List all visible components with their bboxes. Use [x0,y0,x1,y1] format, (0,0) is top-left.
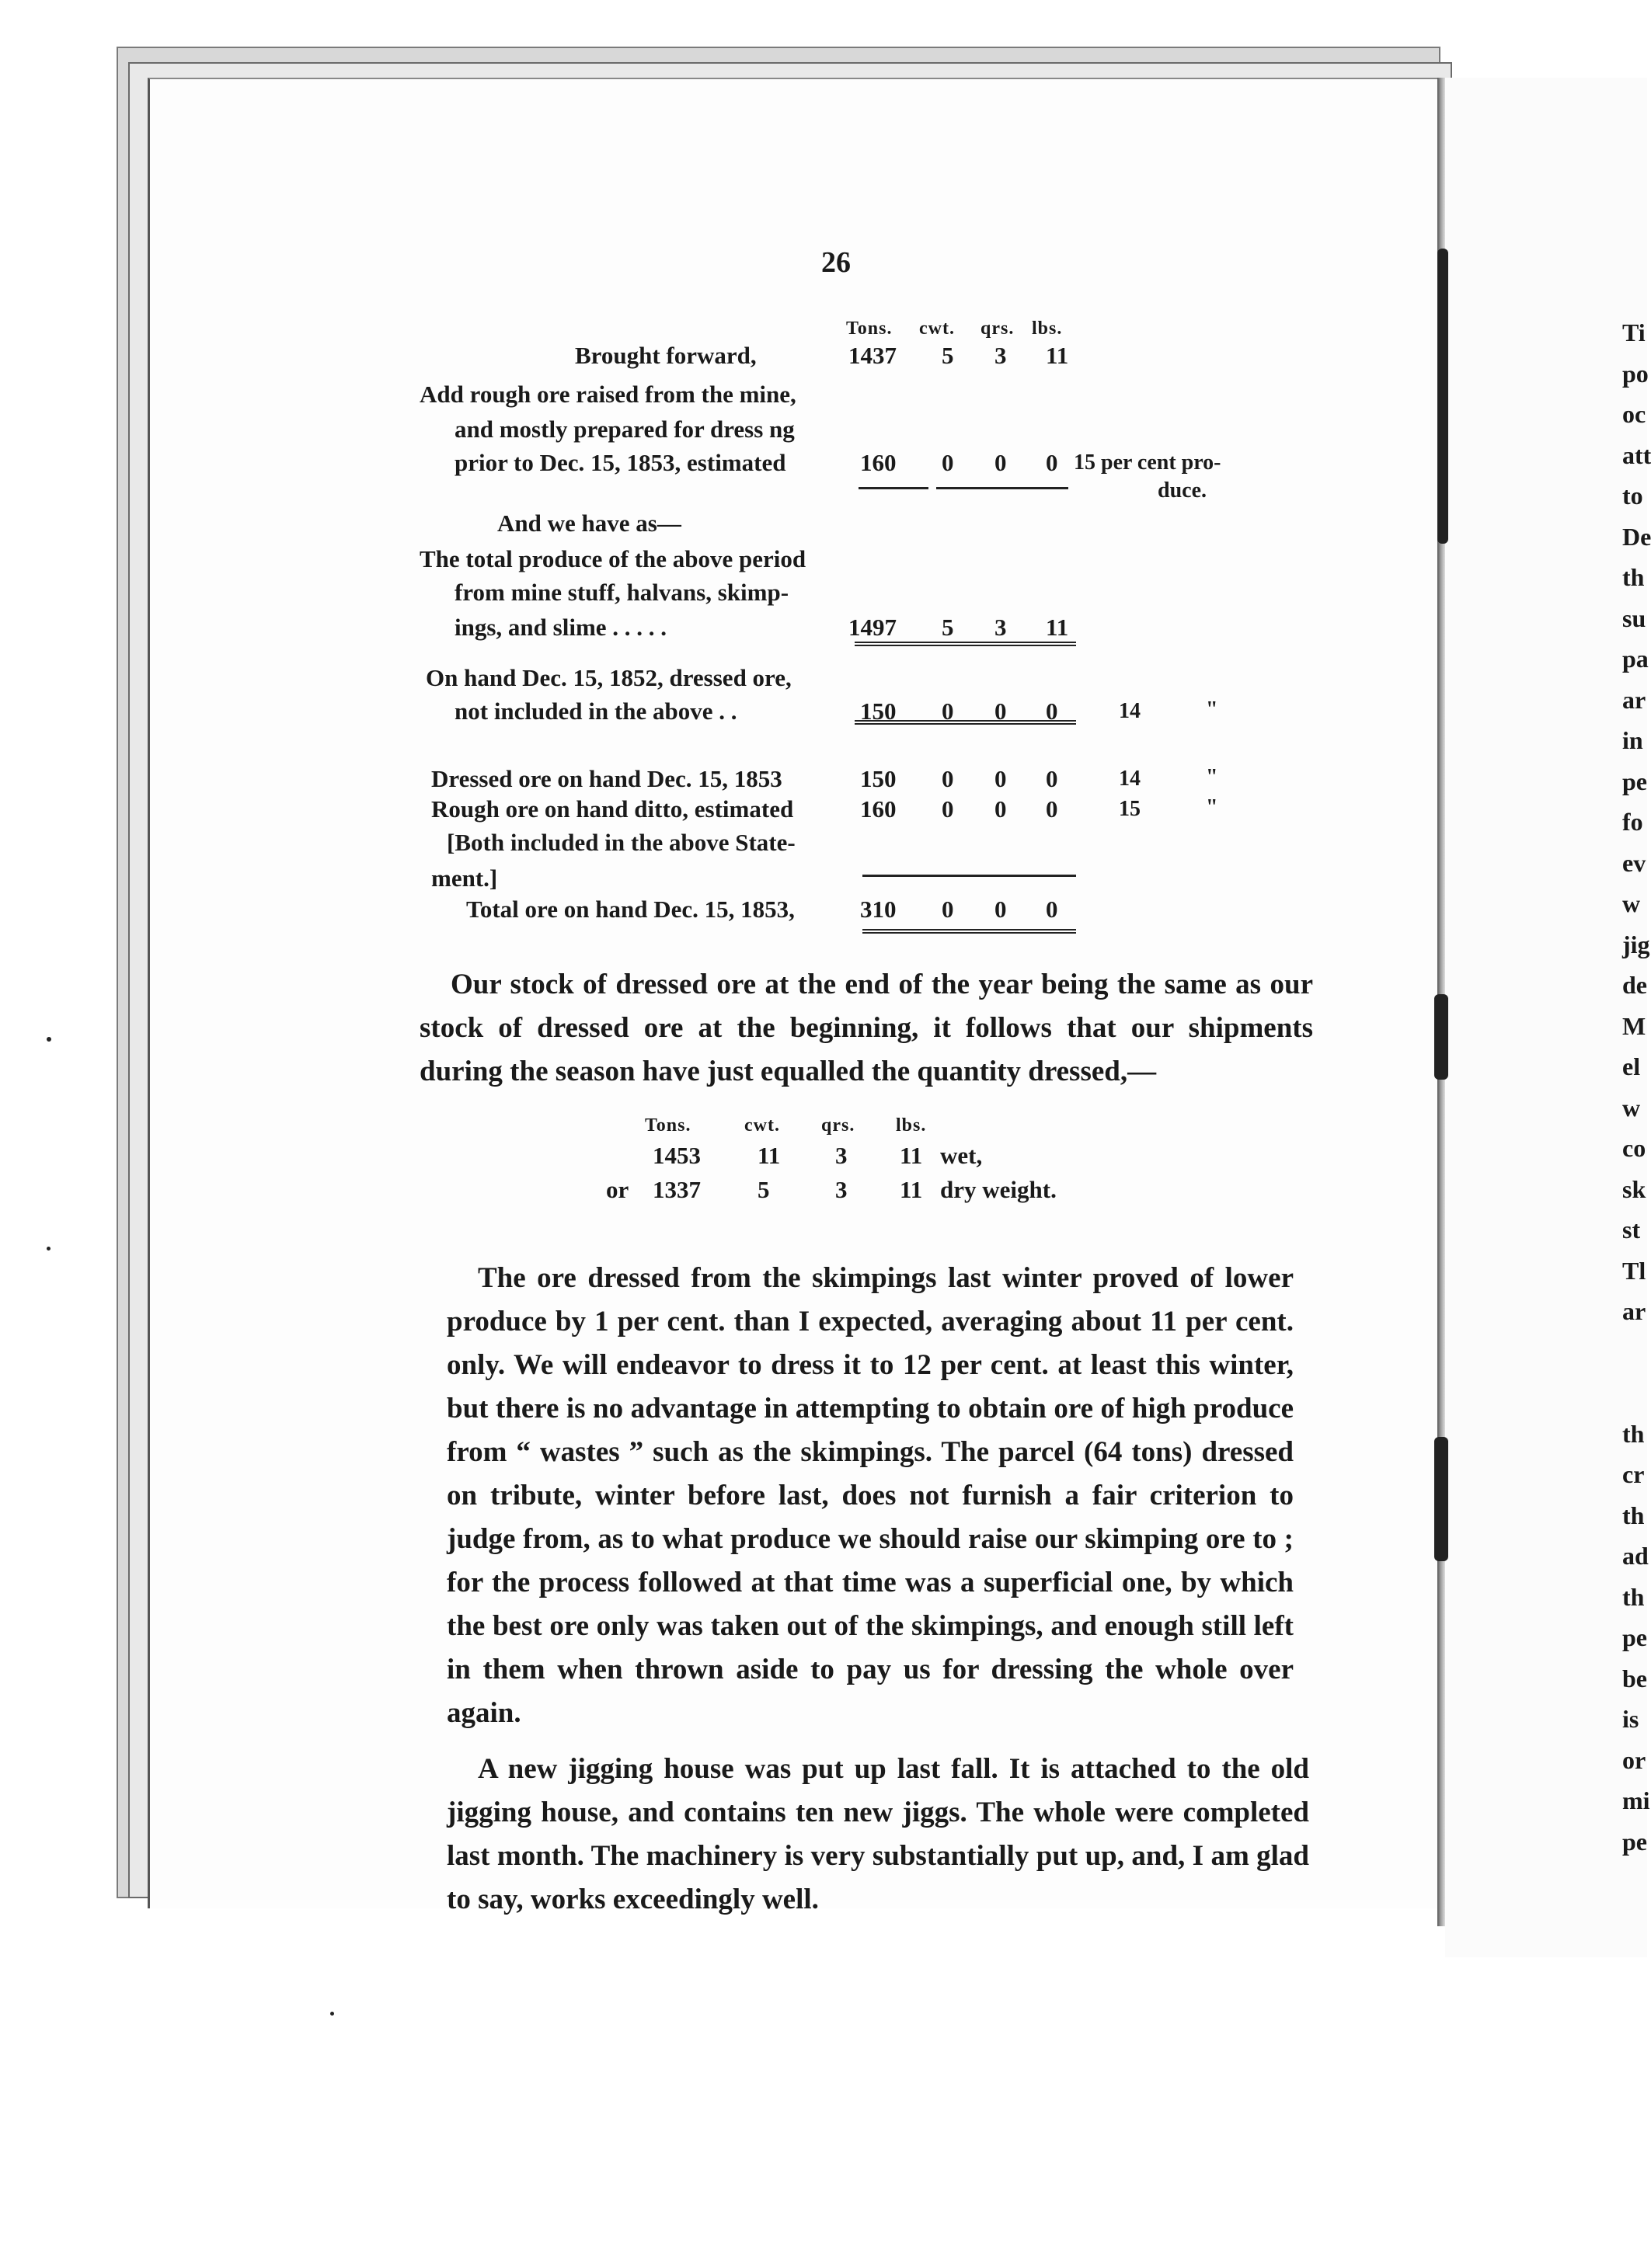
facing-page-fragment: w [1622,1093,1641,1122]
ledger-value-tons: 310 [860,896,897,923]
ditto-mark: " [1206,795,1218,819]
total-rule [855,720,1076,725]
shipment-note: dry weight. [940,1176,1057,1203]
facing-page-fragment: ar [1622,685,1646,714]
ledger-value-cwt: 0 [942,896,954,923]
facing-page-fragment: pe [1622,1827,1647,1856]
ledger-value-tons: 1437 [848,342,897,369]
ledger-row-label: Add rough ore raised from the mine, [420,381,796,408]
facing-page-fragment: po [1622,359,1649,388]
shipment-note: wet, [940,1142,983,1169]
ledger-row-label: and mostly prepared for dress ng [455,416,795,443]
ledger-value-cwt: 0 [942,449,954,476]
ledger-row-label: ment.] [431,864,498,892]
shipment-header-cwt: cwt. [744,1115,780,1136]
facing-page-fragment: Ti [1622,318,1646,346]
facing-page-fragment: pa [1622,645,1649,673]
facing-page-fragment: oc [1622,400,1646,428]
shipment-value-tons: 1337 [653,1176,701,1203]
facing-page-fragment: pe [1622,1623,1647,1651]
paragraph-jigging-house-text: A new jigging house was put up last fall. It is attached to the old jigging house, and contains ten new jiggs. The whole were completed last month. The machinery is very substantially put up, and, I am glad to say, works exceedingly well. [447,1753,1309,1915]
ledger-row-label: Total ore on hand Dec. 15, 1853, [466,896,795,923]
paragraph-stock [420,963,1313,1094]
ledger-row-label: And we have as— [497,510,681,537]
facing-page-fragment: de [1622,971,1647,999]
facing-page-fragment: co [1622,1134,1646,1162]
sum-rule [859,487,928,489]
ledger-note: 14 [1119,699,1141,723]
sum-rule [862,875,1076,877]
sum-rule [1006,487,1068,489]
ledger-row-label: Dressed ore on hand Dec. 15, 1853 [431,765,782,792]
page-number: 26 [821,246,851,279]
ledger-value-tons: 1497 [848,614,897,641]
facing-page-fragment: ev [1622,848,1646,877]
facing-page-fragment: ar [1622,1297,1646,1325]
ledger-value-qrs: 0 [994,765,1007,792]
ledger-row-label: not included in the above . . [455,697,737,725]
col-header-qrs: qrs. [980,318,1015,339]
facing-page-fragment: th [1622,1501,1645,1529]
ledger-row-label: [Both included in the above State- [447,829,796,856]
shipment-value-lbs: 11 [900,1142,923,1169]
ledger-value-qrs: 0 [994,449,1007,476]
sum-rule [936,487,1006,489]
facing-page-fragment: be [1622,1664,1647,1692]
shipment-header-qrs: qrs. [821,1115,855,1136]
scan-speck [47,1247,51,1251]
ledger-value-lbs: 11 [1046,614,1069,641]
total-rule [862,929,1076,934]
ledger-value-lbs: 0 [1046,449,1058,476]
facing-page-fragment: el [1622,1052,1641,1080]
ledger-value-tons: 150 [860,697,897,725]
scan-speck [47,1037,51,1042]
ledger-row-label: Brought forward, [575,342,757,369]
paragraph-skimpings-text: The ore dressed from the skimpings last winter proved of lower produce by 1 per cent. than I expected, averaging about 11 per cent. only. We will endeavor to dress it to 12 per cent. at least this winter, but there is no advantage in attempting to obtain ore of high produce from “ wastes ” such as the skimpings. The parcel (64 tons) dressed on tribute, winter before last, does not furnish a fair criterion to judge from, as to what produce we should raise our skimping ore to ; for the process followed at that time was a superficial one, by which the best ore only was taken out of the skimpings, and enough still left in them when thrown aside to pay us for dressing the whole over again. [447,1262,1294,1729]
ledger-value-lbs: 0 [1046,896,1058,923]
paragraph-skimpings [447,1257,1294,1735]
ledger-value-lbs: 0 [1046,697,1058,725]
ledger-note: duce. [1158,478,1207,503]
facing-page-fragment: ad [1622,1542,1649,1570]
facing-page-fragment: is [1622,1705,1639,1733]
facing-page-fragment: sk [1622,1174,1646,1203]
facing-page-fragment: De [1622,522,1651,551]
paragraph-stock-text: Our stock of dressed ore at the end of the year being the same as our stock of dressed ore at the beginning, it follows that our shipments during the season have just equalled the quantity dressed,— [420,969,1313,1087]
ledger-value-qrs: 0 [994,697,1007,725]
binding-thread [1434,1437,1448,1561]
shipment-value-tons: 1453 [653,1142,701,1169]
ledger-note: 15 [1119,797,1141,821]
ledger-row-label: The total produce of the above period [420,545,806,572]
ledger-value-tons: 160 [860,795,897,823]
facing-page-fragment: att [1622,440,1651,469]
facing-page-fragment: su [1622,604,1646,632]
binding-thread [1434,994,1448,1080]
facing-page-fragment: pe [1622,767,1647,795]
facing-page-fragment: mi [1622,1786,1650,1814]
ledger-value-cwt: 0 [942,697,954,725]
ledger-row-label: from mine stuff, halvans, skimp- [455,579,789,606]
ledger-row-label: On hand Dec. 15, 1852, dressed ore, [426,664,792,691]
facing-page-fragment: th [1622,1582,1645,1611]
facing-page-fragment: th [1622,563,1645,591]
ditto-mark: " [1206,697,1218,722]
ledger-note: 15 per cent pro- [1074,450,1221,475]
facing-page-fragment: M [1622,1011,1646,1040]
shipment-value-qrs: 3 [835,1176,848,1203]
col-header-tons: Tons. [846,318,893,339]
ledger-value-cwt: 0 [942,795,954,823]
ditto-mark: " [1206,765,1218,789]
total-rule [855,642,1076,646]
shipment-prefix: or [606,1176,629,1203]
shipment-header-lbs: lbs. [896,1115,927,1136]
ledger-row-label: prior to Dec. 15, 1853, estimated [455,449,786,476]
shipment-value-cwt: 11 [758,1142,781,1169]
facing-page-fragment: Tl [1622,1256,1646,1285]
ledger-row-label: Rough ore on hand ditto, estimated [431,795,794,823]
ledger-value-qrs: 3 [994,614,1007,641]
ledger-value-lbs: 11 [1046,342,1069,369]
facing-page-fragment: cr [1622,1460,1645,1488]
facing-page-fragment: th [1622,1419,1645,1448]
scan-speck [330,2012,334,2016]
ledger-value-qrs: 3 [994,342,1007,369]
facing-page-fragment: jig [1622,930,1650,958]
ledger-value-qrs: 0 [994,795,1007,823]
ledger-note: 14 [1119,767,1141,791]
ledger-value-tons: 150 [860,765,897,792]
ledger-value-qrs: 0 [994,896,1007,923]
facing-page-fragment: or [1622,1745,1646,1774]
facing-page-fragment: w [1622,889,1641,917]
ledger-value-cwt: 0 [942,765,954,792]
ledger-row-label: ings, and slime . . . . . [455,614,667,641]
shipment-header-tons: Tons. [645,1115,691,1136]
col-header-lbs: lbs. [1032,318,1063,339]
paragraph-jigging-house [447,1748,1309,1922]
facing-page-fragment: st [1622,1216,1641,1244]
facing-page-fragment: to [1622,482,1643,510]
col-header-cwt: cwt. [919,318,955,339]
facing-page [1445,78,1647,1957]
facing-page-fragment: in [1622,726,1643,754]
facing-page-fragment: fo [1622,808,1643,836]
shipment-value-lbs: 11 [900,1176,923,1203]
shipment-value-cwt: 5 [758,1176,770,1203]
ledger-value-lbs: 0 [1046,795,1058,823]
binding-thread [1437,249,1448,544]
ledger-value-cwt: 5 [942,614,954,641]
shipment-value-qrs: 3 [835,1142,848,1169]
ledger-value-lbs: 0 [1046,765,1058,792]
ledger-value-cwt: 5 [942,342,954,369]
ledger-value-tons: 160 [860,449,897,476]
